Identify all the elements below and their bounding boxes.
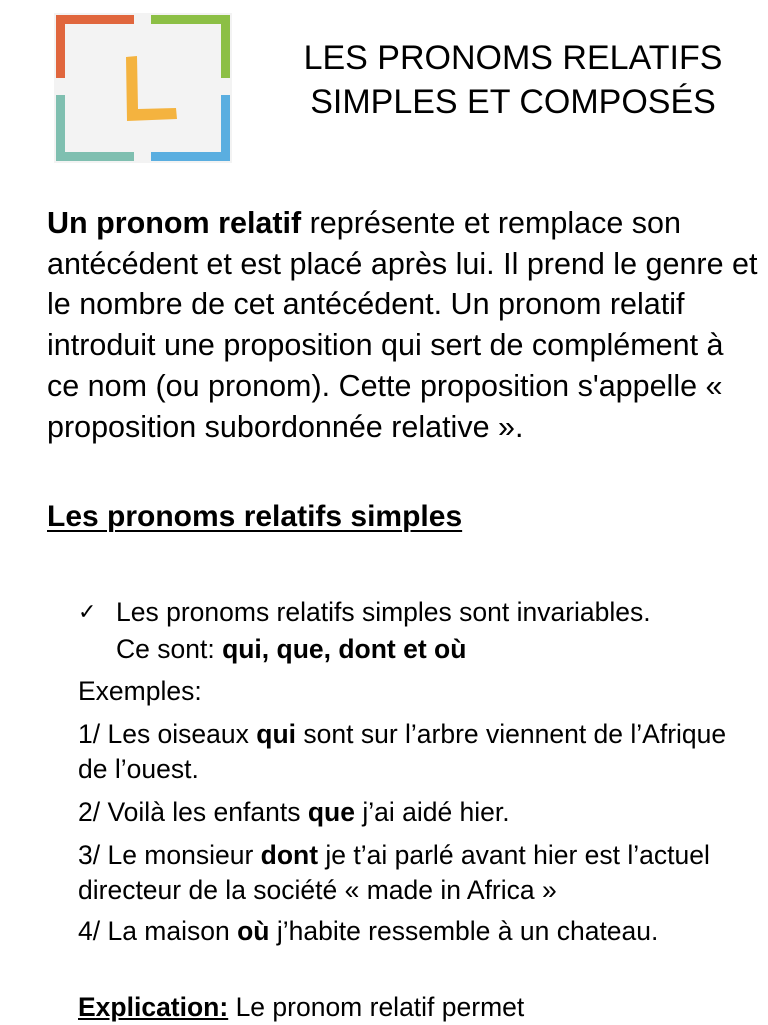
examples-label: Exemples: [78,676,202,706]
page-title-line-1: LES PRONOMS RELATIFS [303,39,723,77]
page-title [258,36,768,124]
example-3-prefix: 3/ Le monsieur [78,840,261,870]
example-1-bold: qui [256,719,297,749]
section-heading: Les pronoms relatifs simples [47,500,463,533]
logo-corner-top-left-vertical [56,15,65,78]
page-title-line-2: SIMPLES ET COMPOSÉS [310,83,716,121]
checkmark-icon: ✓ [78,600,97,625]
logo-corner-bottom-right [151,152,230,161]
logo-corner-top-right [151,15,230,24]
logo-corner-bottom-right-vertical [221,95,230,161]
example-1-suffix: sont sur l’arbre viennent de l’Afrique de l’ouest. [78,719,727,784]
example-3-bold: dont [260,840,319,870]
example-4-bold: où [237,916,270,946]
intro-paragraph [47,203,763,447]
intro-bold-lead: Un pronom relatif [47,206,302,240]
example-4 [78,914,758,949]
explanation [78,990,758,1025]
example-1 [78,717,758,787]
logo [54,13,232,163]
example-3-suffix: je t’ai parlé avant hier est l’actuel directeur de la société « made in Africa » [78,840,710,905]
logo-corner-bottom-left [56,152,134,161]
example-3 [78,838,758,908]
bullet-line-2-prefix: Ce sont: [116,634,223,664]
explanation-label: Explication: [78,992,229,1022]
example-2-prefix: 2/ Voilà les enfants [78,797,308,827]
example-4-prefix: 4/ La maison [78,916,238,946]
bullet-line-2-bold: qui, que, dont et où [222,634,467,664]
bullet-line-1: Les pronoms relatifs simples sont invariables. [116,597,651,627]
example-4-suffix: j’habite ressemble à un chateau. [269,916,659,946]
example-2-suffix: j’ai aidé hier. [354,797,510,827]
example-2-bold: que [307,797,355,827]
bullet-line-2 [116,631,758,668]
logo-corner-top-left [56,15,134,24]
intro-text: représente et remplace son antécédent et est placé après lui. Il prend le genre et le nombre de cet antécédent. Un pronom relatif introduit une proposition qui sert de complément à ce nom (ou pronom). Cette proposition s'appelle « proposition subordonnée relative ». [47,206,758,444]
example-1-prefix: 1/ Les oiseaux [78,719,257,749]
bullet-item [78,594,758,668]
logo-background [54,13,232,163]
example-2 [78,795,758,830]
logo-corner-bottom-left-vertical [56,95,65,161]
logo-corner-top-right-vertical [221,15,230,78]
explanation-text: Le pronom relatif permet [228,992,525,1022]
